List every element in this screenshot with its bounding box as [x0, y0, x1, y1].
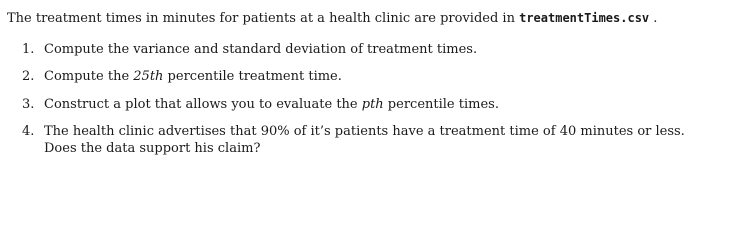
item-number: 3. — [22, 97, 35, 112]
list-item-3 — [22, 96, 499, 113]
item-text-before: Construct a plot that allows you to evaluate the — [44, 97, 362, 112]
item-line-1 — [22, 123, 685, 140]
intro-end: . — [649, 11, 658, 26]
item-text: The health clinic advertises that 90% of it’s patients have a treatment time of 40 minutes or less. — [44, 124, 685, 139]
item-line-2: Does the data support his claim? — [44, 141, 261, 156]
list-item-2 — [22, 68, 342, 85]
list-item-1 — [22, 41, 477, 58]
filename-code: treatmentTimes.csv — [519, 11, 650, 25]
item-number: 4. — [22, 124, 35, 139]
item-text: Compute the variance and standard deviation of treatment times. — [44, 42, 478, 57]
item-text-after: percentile times. — [383, 97, 499, 112]
item-text-before: Compute the — [44, 69, 134, 84]
intro-paragraph — [7, 10, 657, 27]
item-number: 1. — [22, 42, 35, 57]
intro-text: The treatment times in minutes for patients at a health clinic are provided in — [7, 11, 520, 26]
item-number: 2. — [22, 69, 35, 84]
item-text-after: percentile treatment time. — [163, 69, 342, 84]
item-emphasis: 25th — [133, 69, 164, 84]
list-item-4 — [22, 123, 685, 157]
item-emphasis: pth — [361, 97, 384, 112]
